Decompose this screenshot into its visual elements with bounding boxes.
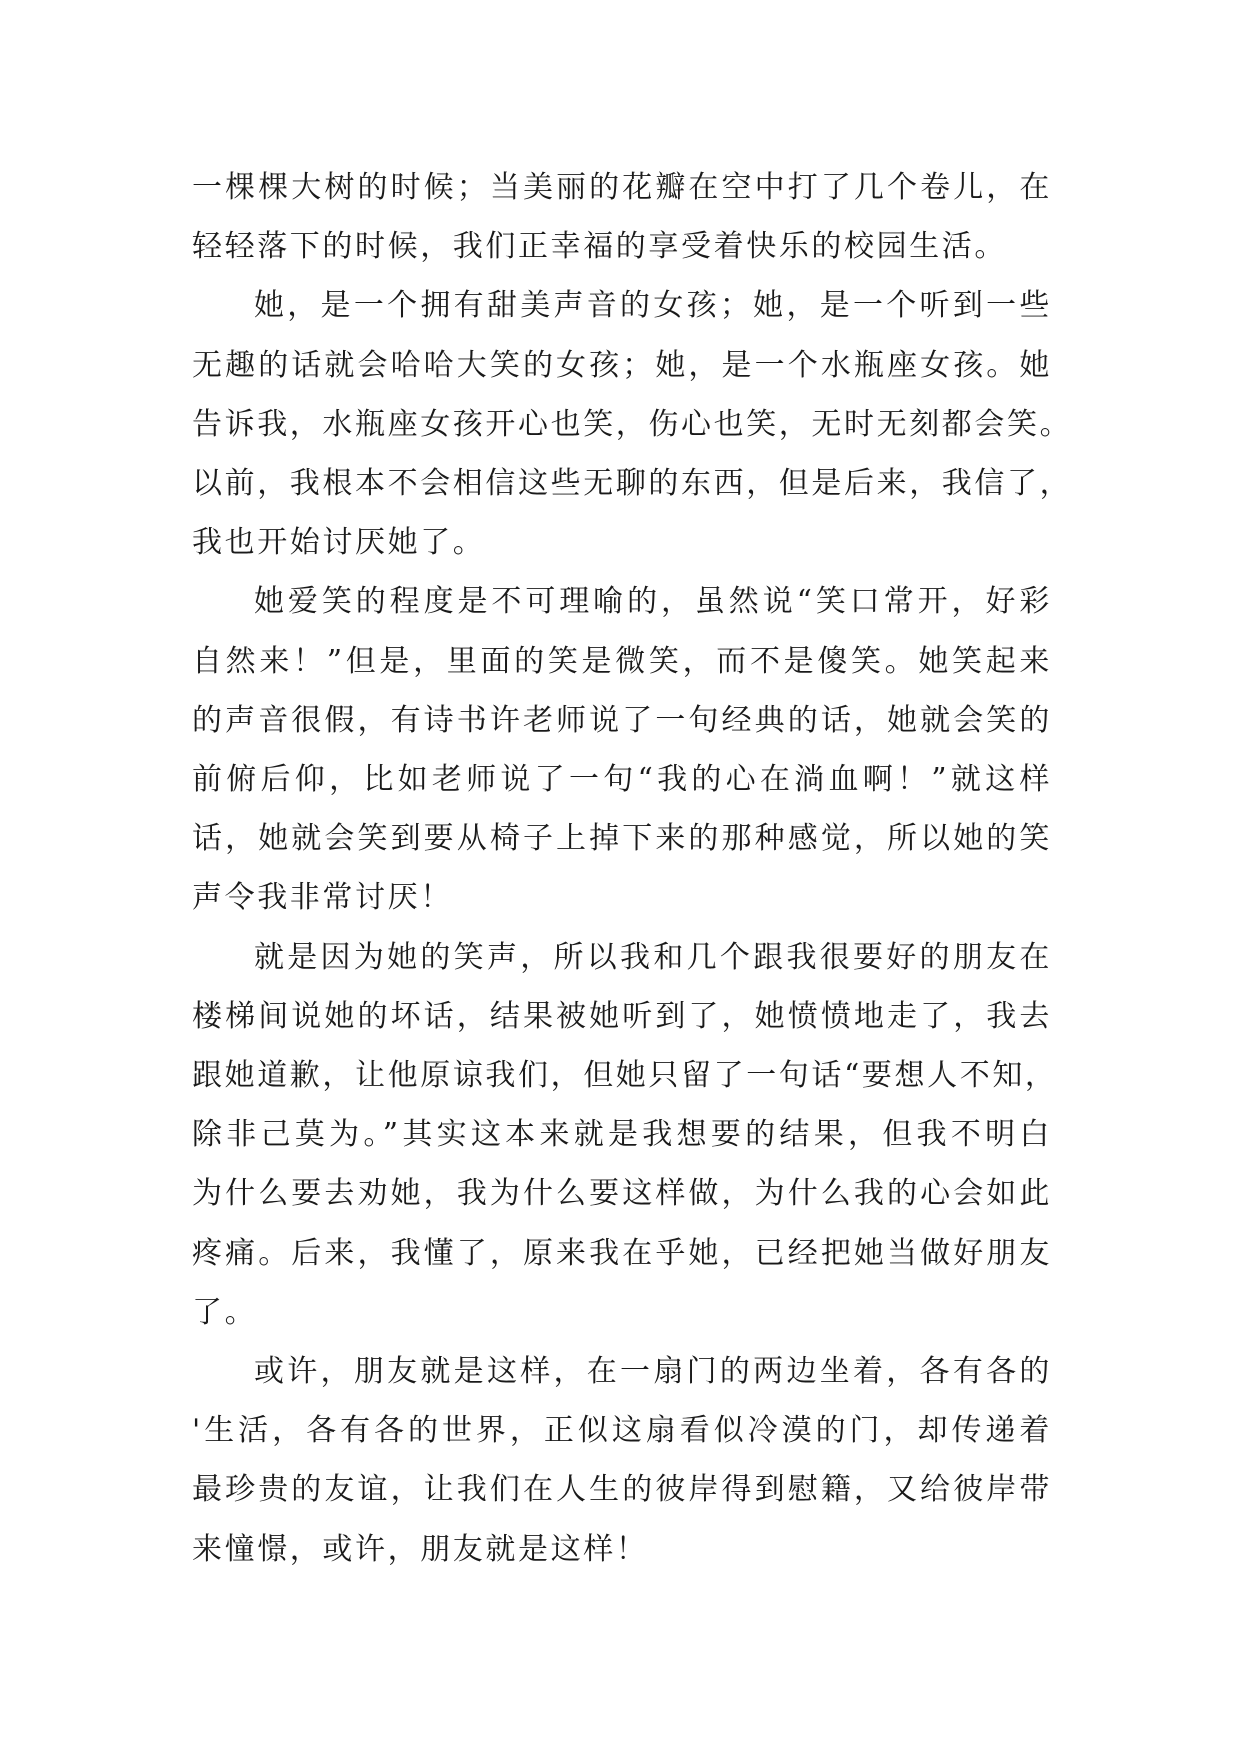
paragraph <box>192 572 1052 927</box>
text-line: 的声音很假，有诗书许老师说了一句经典的话，她就会笑的 <box>192 702 1052 738</box>
text-line: 声令我非常讨厌！ <box>192 880 453 916</box>
document-body <box>192 158 1073 1579</box>
text-line: 她，是一个拥有甜美声音的女孩；她，是一个听到一些 <box>254 288 1052 324</box>
paragraph <box>192 928 1058 1342</box>
text-line: 一棵棵大树的时候；当美丽的花瓣在空中打了几个卷儿，在 <box>192 170 1052 205</box>
text-line: 前俯后仰，比如老师说了一句“我的心在淌血啊！”就这样 <box>192 762 1052 798</box>
text-line: 来憧憬，或许，朋友就是这样！ <box>192 1531 649 1567</box>
paragraph <box>192 276 1073 572</box>
text-line: 无趣的话就会哈哈大笑的女孩；她，是一个水瓶座女孩。她 <box>192 347 1052 383</box>
text-line: 我也开始讨厌她了。 <box>192 525 486 561</box>
text-line: 除非己莫为。”其实这本来就是我想要的结果，但我不明白 <box>192 1117 1052 1153</box>
paragraph <box>192 158 1052 276</box>
text-line: 或许，朋友就是这样，在一扇门的两边坐着，各有各的 <box>254 1354 1052 1390</box>
text-line: 跟她道歉，让他原谅我们，但她只留了一句话“要想人不知， <box>192 1058 1058 1094</box>
text-line: 告诉我，水瓶座女孩开心也笑，伤心也笑，无时无刻都会笑。 <box>192 406 1073 442</box>
text-line: 就是因为她的笑声，所以我和几个跟我很要好的朋友在 <box>254 939 1052 975</box>
text-line: 她爱笑的程度是不可理喻的，虽然说“笑口常开，好彩 <box>254 584 1052 620</box>
text-line: 轻轻落下的时候，我们正幸福的享受着快乐的校园生活。 <box>192 229 1007 265</box>
text-line: 为什么要去劝她，我为什么要这样做，为什么我的心会如此 <box>192 1176 1052 1212</box>
text-line: 以前，我根本不会相信这些无聊的东西，但是后来，我信了， <box>192 466 1073 502</box>
text-line: 了。 <box>192 1294 258 1330</box>
text-line: '生活，各有各的世界，正似这扇看似冷漠的门，却传递着 <box>192 1413 1052 1449</box>
text-line: 话，她就会笑到要从椅子上掉下来的那种感觉，所以她的笑 <box>192 821 1052 857</box>
text-line: 楼梯间说她的坏话，结果被她听到了，她愤愤地走了，我去 <box>192 998 1052 1034</box>
text-line: 疼痛。后来，我懂了，原来我在乎她，已经把她当做好朋友 <box>192 1235 1052 1271</box>
text-line: 最珍贵的友谊，让我们在人生的彼岸得到慰籍，又给彼岸带 <box>192 1472 1052 1508</box>
paragraph <box>192 1342 1052 1579</box>
text-line: 自然来！”但是，里面的笑是微笑，而不是傻笑。她笑起来 <box>192 643 1052 679</box>
